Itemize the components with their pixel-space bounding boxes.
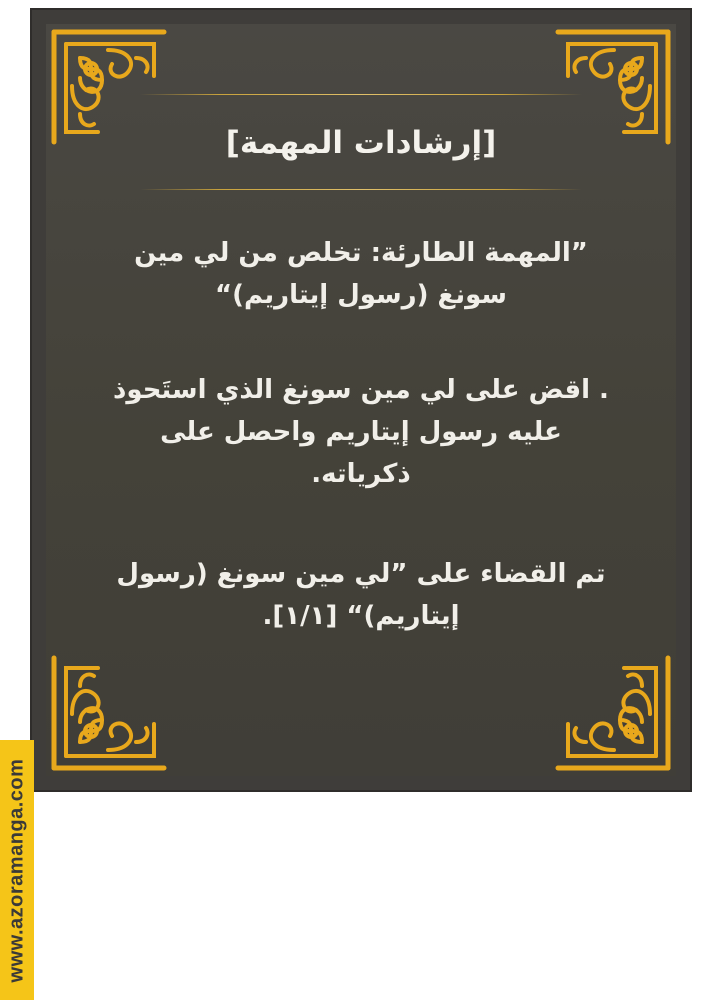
watermark-text: www.azoramanga.com — [5, 758, 28, 982]
quest-title: [إرشادات المهمة] — [225, 125, 497, 161]
quest-panel — [30, 8, 692, 792]
corner-ornament-bottom-left-icon — [50, 654, 168, 772]
quest-objective-quote: ”المهمة الطارئة: تخلص من لي مين سونغ (رسول إيتاريم)“ — [134, 238, 588, 311]
title-divider-bottom — [140, 189, 582, 190]
quest-completion-status: تم القضاء على ”لي مين سونغ (رسول إيتاريم)“ [١/١]. — [116, 558, 606, 631]
quest-panel-inner — [46, 24, 676, 776]
quest-content — [106, 94, 616, 637]
corner-ornament-bottom-right-icon — [554, 654, 672, 772]
quest-objective-description: . اقض على لي مين سونغ الذي استَحوذ عليه رسول إيتاريم واحصل على ذكرياته. — [113, 374, 609, 489]
watermark-strip — [0, 740, 34, 1000]
